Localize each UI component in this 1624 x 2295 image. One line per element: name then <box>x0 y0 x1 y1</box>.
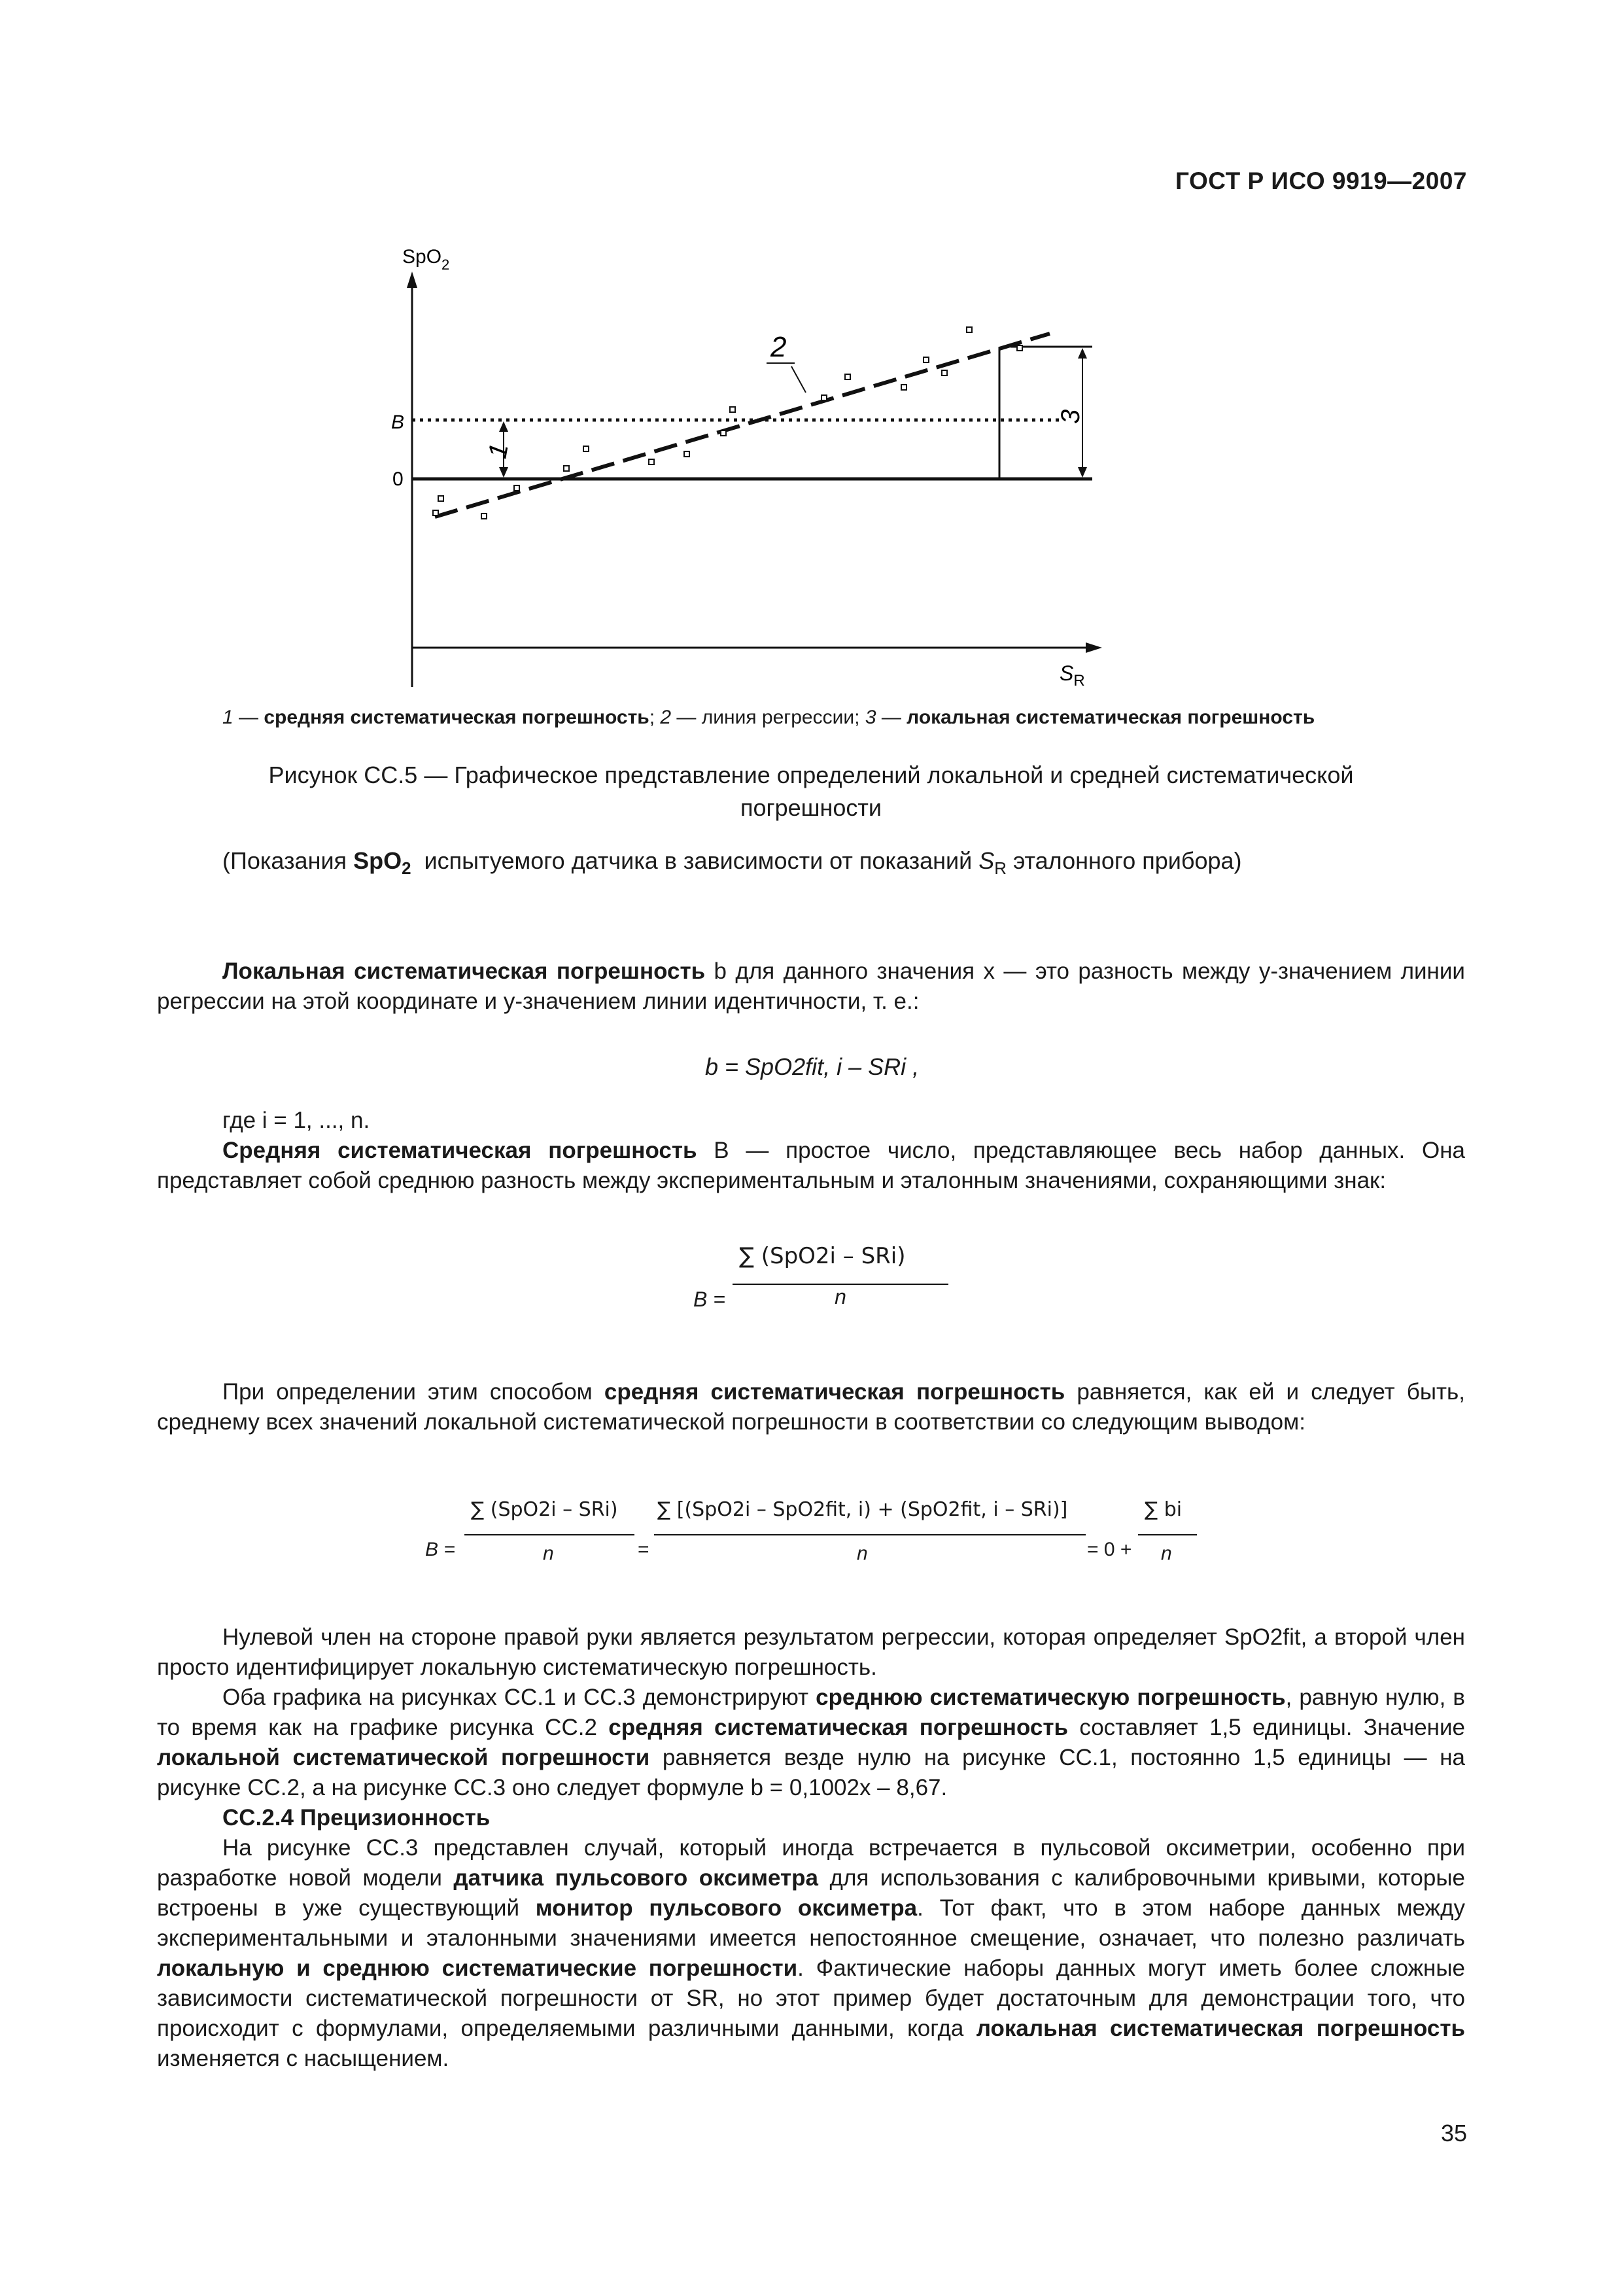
data-point <box>438 496 443 501</box>
equation-local-bias: b = SpO2fit, i – SRi , <box>705 1053 920 1080</box>
x-axis-arrow <box>1086 642 1102 653</box>
zero-term-paragraph: Нулевой член на стороне правой руки является результатом регрессии, которая определяет SpO2fit, а второй член просто идентифицирует локальную систематическую погрешность. <box>157 1624 1465 1680</box>
data-point <box>942 370 947 376</box>
tick-0: 0 <box>392 468 404 490</box>
section-heading: CC.2.4 Прецизионность <box>222 1805 491 1831</box>
data-points <box>433 327 1022 519</box>
data-point <box>564 466 569 471</box>
regression-line <box>435 334 1050 517</box>
page-number: 35 <box>1440 2120 1467 2146</box>
data-point <box>730 407 735 412</box>
figure-caption: Рисунок CC.5 — Графическое представление определений локальной и средней систематической погрешности <box>268 762 1354 821</box>
where-clause: где i = 1, ..., n. <box>222 1108 370 1133</box>
derivation-intro: При определении этим способом средняя систематическая погрешность равняется, как ей и следует быть, среднему всех значений локальной систематической погрешности в соответствии со следующим выводом: <box>157 1379 1465 1435</box>
data-point <box>649 459 654 464</box>
data-point <box>967 327 972 332</box>
x-axis-label: $S_R$ <box>1060 661 1085 690</box>
y-axis-label: SpO$_2$ <box>402 246 450 273</box>
data-point <box>721 430 726 436</box>
tick-B: B <box>391 412 405 433</box>
local-bias-definition: Локальная систематическая погрешность b для данного значения x — это разность между у-значением линии регрессии на этой координате и y-значением линии идентичности, т. е.: <box>157 958 1465 1014</box>
callout-2-leader <box>791 366 806 393</box>
data-point <box>583 446 589 451</box>
figure-legend: 1 — средняя систематическая погрешность; 2 — линия регрессии; 3 — локальная систематическая погрешность <box>222 707 1315 728</box>
y-axis-arrow <box>407 272 417 288</box>
data-point <box>684 451 689 457</box>
callout-1: 1 <box>483 441 514 461</box>
document-header: ГОСТ Р ИСО 9919—2007 <box>1175 167 1467 194</box>
figure-note: (Показания SpO$_2$ испытуемого датчика в зависимости от показаний $S_R$ эталонного прибора) <box>222 847 1242 879</box>
data-point <box>481 514 487 519</box>
callout-2: 2 <box>770 331 787 363</box>
mean-bias-definition: Средняя систематическая погрешность B — простое число, представляющее весь набор данных. Она представляет собой среднюю разность между экспериментальным и эталонным значениями, сохраняющими знак: <box>157 1138 1466 1193</box>
both-graphs-paragraph: Оба графика на рисунках CC.1 и CC.3 демонстрируют среднюю систематическую погрешность, равную нулю, в то время как на графике рисунка CC.2 средняя систематическая погрешность составляет 1,5 единицы. Значение локальной систематической погрешности равняется везде нулю на рисунке CC.1, постоянно 1,5 единицы — на рисунке CC.2, а на рисунке CC.3 оно следует формуле b = 0,1002x – 8,67. <box>157 1685 1466 1800</box>
data-point <box>514 485 519 491</box>
data-point <box>901 385 907 390</box>
data-point <box>845 374 850 379</box>
data-point <box>821 395 827 400</box>
callout-3: 3 <box>1056 409 1085 424</box>
equation-mean-bias: ∑ (SpO2i – SRi) B = n <box>693 1243 929 1309</box>
regression-figure <box>366 236 1125 693</box>
data-point <box>433 510 438 516</box>
equation-derivation: ∑ (SpO2i – SRi) B = n = ∑ [(SpO2i – SpO2fit, i) + (SpO2fit, i – SRi)] n = 0 + ∑ bi n <box>425 1498 1210 1603</box>
data-point <box>924 357 929 362</box>
precision-paragraph: На рисунке CC.3 представлен случай, который иногда встречается в пульсовой оксиметрии, особенно при разработке новой модели датчика пульсового оксиметра для использования с калибровочными кривыми, которые встроены в уже существующий монитор пульсового оксиметра. Тот факт, что в этом наборе данных между экспериментальными и эталонными значениями имеется непостоянное смещение, означает, что полезно различать локальную и среднюю систематические погрешности. Фактические наборы данных могут иметь более сложные зависимости систематической погрешности от SR, но этот пример будет достаточным для демонстрации того, что происходит с формулами, определяемыми различными данными, когда локальная систематическая погрешность изменяется с насыщением. <box>157 1835 1466 2071</box>
data-point <box>1017 345 1022 351</box>
